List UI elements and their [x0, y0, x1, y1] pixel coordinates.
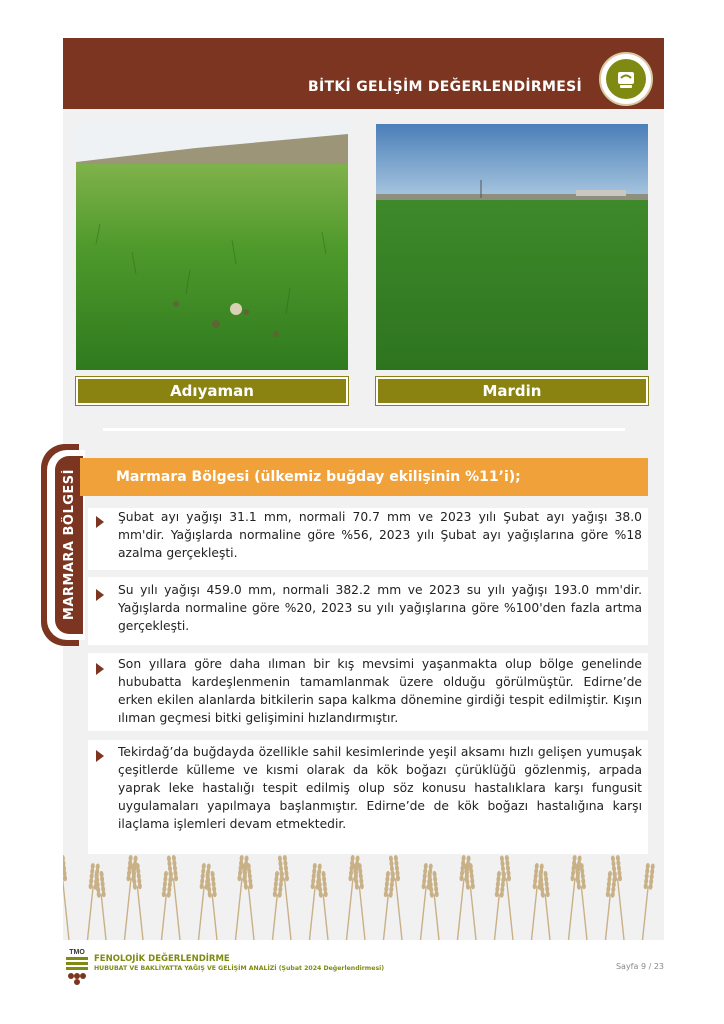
- bullet-text: Su yılı yağışı 459.0 mm, normali 382.2 mm ve 2023 su yılı yağışı 193.0 mm'dir. Yağışlarda normaline göre %20, 2023 su yılı yağışlarına göre %100'den fazla artma gerçekleşti.: [118, 583, 642, 633]
- wheat-stalk: [453, 855, 471, 940]
- wheat-stalk: [316, 871, 332, 940]
- wheat-stalk: [231, 855, 249, 940]
- bullet-item: [88, 508, 648, 570]
- bullet-item: [88, 577, 648, 645]
- header-title: BİTKİ GELİŞİM DEĞERLENDİRMESİ: [308, 79, 582, 95]
- bullet-item: [88, 740, 648, 854]
- wheat-stalk: [241, 863, 258, 940]
- wheat-stalk: [205, 871, 221, 940]
- footer-title: FENOLOJİK DEĞERLENDİRME: [94, 954, 230, 964]
- wheat-stalk: [427, 871, 443, 940]
- section-heading: Marmara Bölgesi (ülkemiz buğday ekilişinin %11’i);: [80, 458, 648, 496]
- wheat-stalk: [463, 863, 480, 940]
- photo-adiyaman-field: [76, 124, 348, 370]
- side-tab: [41, 444, 79, 646]
- wheat-stalk: [130, 863, 147, 940]
- plant-hand-icon: [599, 52, 653, 106]
- bullet-text: Son yıllara göre daha ılıman bir kış mevsimi yaşanmakta olup bölge genelinde hububatta kardeşlenmenin tamamlanmak üzere olduğu görülmüştür. Edirne’de erken ekilen alanlarda bitkilerin sapa kalkma dönemine girdiği tespit edilmiştir. Kışın ılıman geçmesi bitki gelişimini hızlandırmıştır.: [118, 657, 642, 725]
- bullet-item: [88, 653, 648, 731]
- bullet-arrow-icon: [96, 750, 104, 762]
- wheat-stalk: [342, 855, 360, 940]
- bullet-arrow-icon: [96, 516, 104, 528]
- bullet-arrow-icon: [96, 663, 104, 675]
- wheat-stalk: [638, 863, 655, 940]
- wheat-stalk: [352, 863, 369, 940]
- wheat-stalk: [574, 863, 591, 940]
- caption-adiyaman: Adıyaman: [76, 377, 348, 405]
- wheat-stalk: [538, 871, 554, 940]
- section-divider: [103, 428, 625, 431]
- wheat-stalk: [94, 871, 110, 940]
- side-tab-label: MARMARA BÖLGESİ: [61, 469, 77, 621]
- wheat-stalk: [564, 855, 582, 940]
- page-number: Sayfa 9 / 23: [615, 962, 664, 971]
- bullet-text: Tekirdağ’da buğdayda özellikle sahil kesimlerinde yeşil aksamı hızlı gelişen yumuşak çeşitlerde külleme ve kısmi olarak da kök boğazı çürüklüğü gözlenmiş, arpada yaprak leke hastalığı tespit edilmiş olup söz konusu hastalıklara karşı fungusit uygulamaları yapılmaya başlanmıştır. Edirne’de de kök boğazı hastalığına karşı ilaçlama işlemleri devam etmektedir.: [118, 745, 642, 831]
- caption-mardin: Mardin: [376, 377, 648, 405]
- header-bar: [63, 38, 664, 109]
- wheat-stalk: [63, 855, 73, 940]
- photo-mardin-field: [376, 124, 648, 370]
- wheat-decoration: [63, 850, 663, 940]
- svg-text:TMO: TMO: [69, 949, 85, 956]
- bullet-text: Şubat ayı yağışı 31.1 mm, normali 70.7 mm ve 2023 yılı Şubat ayı yağışı 38.0 mm'dir. Yağışlarda normaline göre %56, 2023 yılı Şubat ayı yağışlarına göre %18 azalma gerçekleşti.: [118, 510, 642, 560]
- bullet-arrow-icon: [96, 589, 104, 601]
- tmo-logo: [62, 946, 92, 988]
- footer-subtitle: HUBUBAT VE BAKLİYATTA YAĞIŞ VE GELİŞİM ANALİZİ (Şubat 2024 Değerlendirmesi): [94, 965, 385, 972]
- wheat-stalk: [120, 855, 138, 940]
